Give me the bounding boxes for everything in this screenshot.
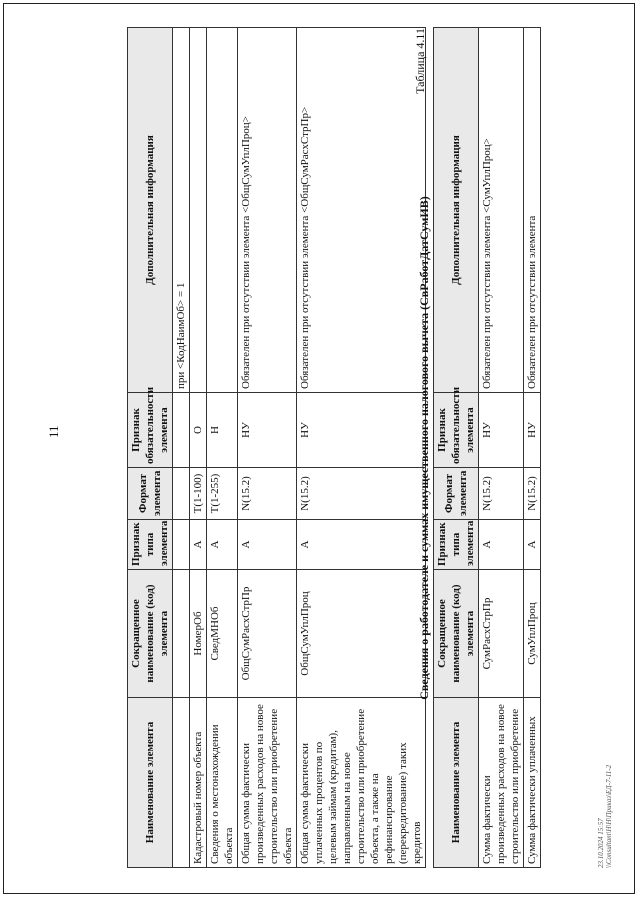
cell-code: СумУплПроц — [524, 570, 541, 698]
cell-info: Обязателен при отсутствии элемента <СумУплПроц> — [479, 28, 524, 393]
page-number: 11 — [46, 425, 61, 438]
cell-name: Сумма фактически уплаченных — [524, 698, 541, 868]
table-row — [238, 28, 297, 868]
cell-info: Обязателен при отсутствии элемента <ОбщСумУплПроц> — [238, 28, 297, 393]
cell-info — [207, 28, 238, 393]
table-row — [524, 28, 541, 868]
cell-name: Сведения о местонахождении объекта — [207, 698, 238, 868]
elements-table — [127, 27, 426, 868]
header-type: Признак типа элемента — [434, 520, 479, 570]
print-stamp — [597, 765, 613, 868]
table-header-row — [128, 28, 173, 868]
cell-required: НУ — [524, 393, 541, 468]
cell-format: N(15.2) — [238, 468, 297, 520]
cell-type: А — [238, 520, 297, 570]
header-code: Сокращенное наименование (код) элемента — [434, 570, 479, 698]
cell-info: Обязателен при отсутствии элемента <ОбщСумРасхСтрПр> — [297, 28, 426, 393]
table-row — [297, 28, 426, 868]
header-format: Формат элемента — [434, 468, 479, 520]
header-name: Наименование элемента — [128, 698, 173, 868]
cell-required: О — [190, 393, 207, 468]
cell-code: СведМНОб — [207, 570, 238, 698]
table-row — [207, 28, 238, 868]
cell-name: Кадастровый номер объекта — [190, 698, 207, 868]
header-required: Признак обязательности элемента — [434, 393, 479, 468]
cell-type: А — [207, 520, 238, 570]
cell-format: T(1-100) — [190, 468, 207, 520]
table-row — [173, 28, 190, 868]
rotated-page-content — [127, 18, 627, 868]
cell-name: Общая сумма фактически произведенных расходов на новое строительство или приобретение объекта — [238, 698, 297, 868]
cell-type: А — [479, 520, 524, 570]
stamp-line-1: 23.10.2024 15:57 — [597, 818, 605, 868]
cell-name: Общая сумма фактически уплаченных процентов по целевым займам (кредитам), направленным на новое строительство или приобретение объекта, а также на рефинансирование (перекредитование) таких кредитов — [297, 698, 426, 868]
header-name: Наименование элемента — [434, 698, 479, 868]
cell-type: А — [190, 520, 207, 570]
cell-type: А — [297, 520, 426, 570]
header-type: Признак типа элемента — [128, 520, 173, 570]
header-required: Признак обязательности элемента — [128, 393, 173, 468]
cell-required: НУ — [297, 393, 426, 468]
table-row — [190, 28, 207, 868]
cell-code: ОбщСумРасхСтрПр — [238, 570, 297, 698]
note-cell: при <КодНаимОб> = 1 — [173, 28, 190, 393]
cell-format: N(15.2) — [524, 468, 541, 520]
cell-format: N(15.2) — [297, 468, 426, 520]
table-header-row — [434, 28, 479, 868]
cell-format: N(15.2) — [479, 468, 524, 520]
stamp-line-2: \\Consultant\Н\Н\Приказ\ЕД-7-11-2 — [605, 764, 613, 868]
header-format: Формат элемента — [128, 468, 173, 520]
cell-code: НомерОб — [190, 570, 207, 698]
cell-required: Н — [207, 393, 238, 468]
cell-code: ОбщСумУплПроц — [297, 570, 426, 698]
employer-deduction-table — [433, 27, 541, 868]
cell-type: А — [524, 520, 541, 570]
header-info: Дополнительная информация — [128, 28, 173, 393]
cell-code: СумРасхСтрПр — [479, 570, 524, 698]
header-code: Сокращенное наименование (код) элемента — [128, 570, 173, 698]
table-number-label: Таблица 4.11 — [413, 28, 427, 94]
cell-info — [190, 28, 207, 393]
table-row — [479, 28, 524, 868]
header-info: Дополнительная информация — [434, 28, 479, 393]
cell-required: НУ — [238, 393, 297, 468]
cell-info: Обязателен при отсутствии элемента — [524, 28, 541, 393]
section-title: Сведения о работодателе и суммах имущественного налогового вычета (СвРаботДатСумИВ) — [417, 196, 431, 700]
cell-required: НУ — [479, 393, 524, 468]
cell-format: T(1-255) — [207, 468, 238, 520]
cell-name: Сумма фактически произведенных расходов на новое строительство или приобретение — [479, 698, 524, 868]
